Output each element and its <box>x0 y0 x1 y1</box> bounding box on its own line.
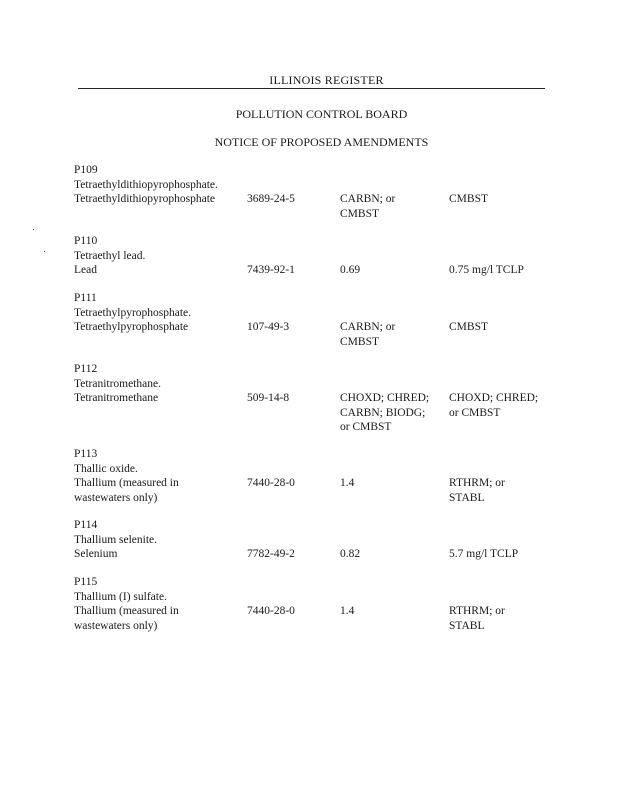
nonwastewater-standard: 0.75 mg/l TCLP <box>449 264 524 276</box>
constituent-row <box>74 192 554 207</box>
scan-speck <box>33 229 34 230</box>
cas-number: 107-49-3 <box>247 321 290 333</box>
compound-name: Tetranitromethane. <box>74 377 162 390</box>
waste-entry-p113 <box>74 447 554 505</box>
cas-number: 7782-49-2 <box>247 548 295 560</box>
nonwastewater-standard: RTHRM; or <box>449 477 505 489</box>
compound-name: Tetraethyldithiopyrophosphate. <box>74 178 218 191</box>
constituent-name: Lead <box>74 264 97 276</box>
constituent-row <box>74 335 554 350</box>
constituent-row <box>74 207 554 222</box>
wastewater-standard: CMBST <box>340 335 379 348</box>
constituent-name: Tetraethyldithiopyrophosphate <box>74 193 215 205</box>
nonwastewater-standard: CHOXD; CHRED; <box>449 392 539 404</box>
nonwastewater-standard: or CMBST <box>449 406 501 419</box>
constituent-row <box>74 391 554 406</box>
constituent-row <box>74 604 554 619</box>
nonwastewater-standard: CMBST <box>449 193 488 205</box>
constituent-name: Thallium (measured in <box>74 477 179 489</box>
header-rule <box>78 88 545 89</box>
wastewater-standard: 0.82 <box>340 548 361 560</box>
wastewater-standard: CARBN; or <box>340 321 396 333</box>
constituent-row <box>74 263 554 278</box>
cas-number: 7440-28-0 <box>247 477 295 489</box>
wastewater-standard: 1.4 <box>340 477 355 489</box>
waste-entry-p114 <box>74 518 554 562</box>
constituent-name: Selenium <box>74 548 118 560</box>
cas-number: 7439-92-1 <box>247 264 295 276</box>
waste-entry-p111 <box>74 291 554 349</box>
waste-code: P109 <box>74 164 98 176</box>
waste-entry-p110 <box>74 234 554 278</box>
constituent-name: wastewaters only) <box>74 619 158 632</box>
constituent-row <box>74 476 554 491</box>
wastewater-standard: CARBN; or <box>340 193 396 205</box>
cas-number: 509-14-8 <box>247 392 290 404</box>
constituent-name: Tetraethylpyrophosphate <box>74 321 189 333</box>
waste-entry-p109 <box>74 163 554 221</box>
register-title: ILLINOIS REGISTER <box>269 73 384 87</box>
compound-name: Tetraethyl lead. <box>74 249 146 262</box>
waste-code: P114 <box>74 519 98 531</box>
compound-name: Thallic oxide. <box>74 462 138 475</box>
wastewater-standard: 0.69 <box>340 264 361 276</box>
waste-code: P113 <box>74 448 98 460</box>
waste-code: P111 <box>74 292 97 304</box>
nonwastewater-standard: STABL <box>449 491 485 504</box>
cas-number: 7440-28-0 <box>247 605 295 617</box>
scan-speck <box>44 251 45 252</box>
constituent-row <box>74 491 554 506</box>
nonwastewater-standard: 5.7 mg/l TCLP <box>449 548 519 560</box>
waste-entry-p115 <box>74 575 554 633</box>
constituent-name: Thallium (measured in <box>74 605 179 617</box>
wastewater-standard: CHOXD; CHRED; <box>340 392 430 404</box>
waste-code: P115 <box>74 576 98 588</box>
cas-number: 3689-24-5 <box>247 193 295 205</box>
wastewater-standard: or CMBST <box>340 421 392 433</box>
wastewater-standard: 1.4 <box>340 605 355 617</box>
constituent-name: Tetranitromethane <box>74 392 159 404</box>
board-title: POLLUTION CONTROL BOARD <box>235 107 408 121</box>
waste-code: P112 <box>74 363 98 375</box>
waste-code: P110 <box>74 235 98 247</box>
notice-title: NOTICE OF PROPOSED AMENDMENTS <box>214 135 429 149</box>
nonwastewater-standard: RTHRM; or <box>449 605 505 617</box>
constituent-row <box>74 619 554 634</box>
waste-entry-p112 <box>74 362 554 435</box>
constituent-row <box>74 320 554 335</box>
document-header <box>78 73 545 89</box>
constituent-row <box>74 406 554 421</box>
constituent-name: wastewaters only) <box>74 491 158 504</box>
wastewater-standard: CARBN; BIODG; <box>340 406 426 419</box>
constituent-row <box>74 420 554 435</box>
compound-name: Thallium (I) sulfate. <box>74 590 167 603</box>
wastewater-standard: CMBST <box>340 207 379 220</box>
compound-name: Thallium selenite. <box>74 533 158 546</box>
constituent-row <box>74 547 554 562</box>
compound-name: Tetraethylpyrophosphate. <box>74 306 192 319</box>
nonwastewater-standard: STABL <box>449 619 485 632</box>
nonwastewater-standard: CMBST <box>449 321 488 333</box>
